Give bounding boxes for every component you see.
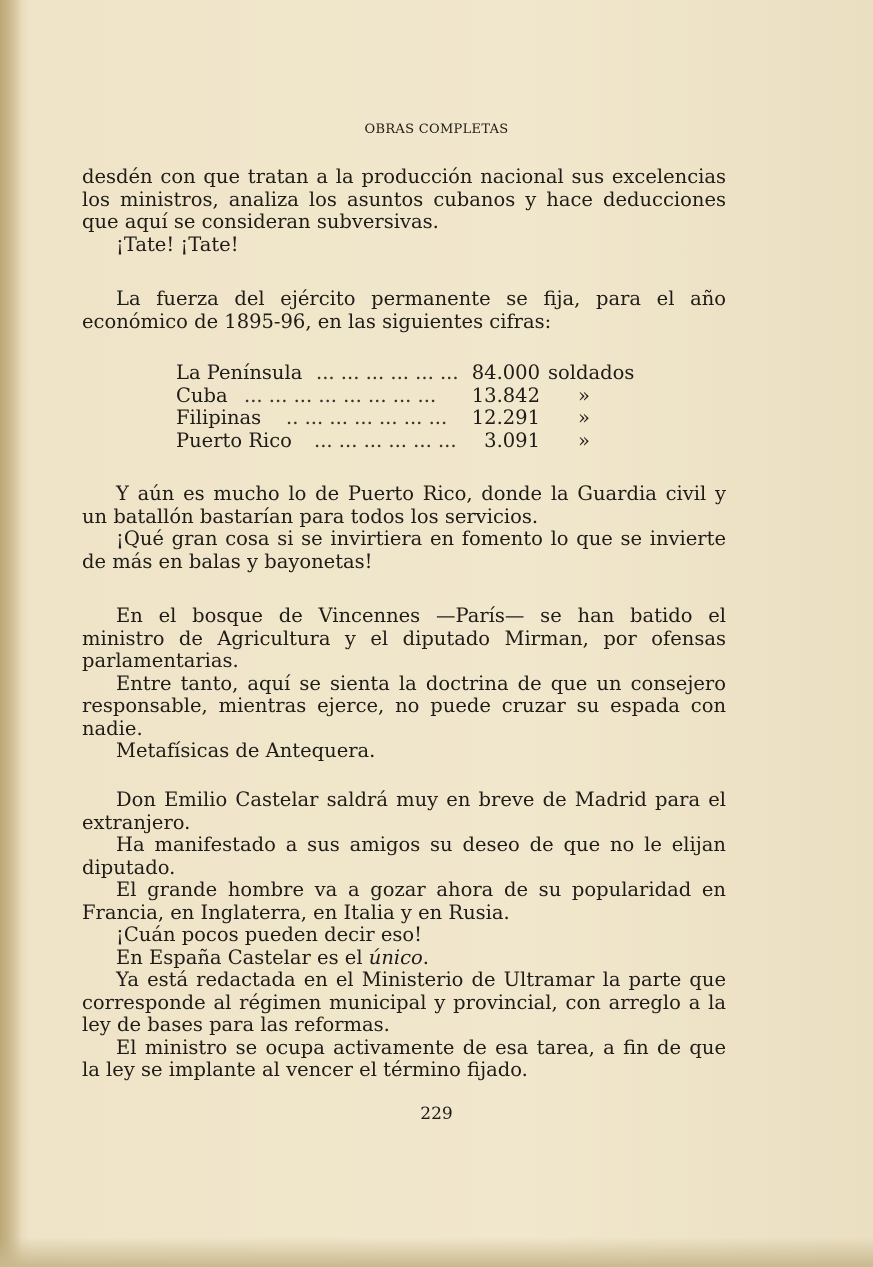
binding-shadow (0, 0, 22, 1267)
paragraph: Don Emilio Castelar saldrá muy en breve de Madrid para el extranjero. (82, 788, 726, 834)
troop-count: 12.291 (471, 406, 540, 429)
place-name: La Península (176, 361, 303, 384)
leader-dots: .. ... ... ... ... ... ... (286, 407, 448, 429)
paragraph: ¡Cuán pocos pueden decir eso! (116, 923, 422, 946)
paragraph-block-2 (82, 288, 726, 333)
bottom-edge-shadow (0, 1237, 873, 1267)
paragraph: En el bosque de Vincennes —París— se han batido el ministro de Agricultura y el diputado Mirman, por ofensas parlamentarias. (82, 604, 726, 672)
troop-count: 3.091 (484, 428, 540, 452)
paragraph: ¡Qué gran cosa si se invirtiera en fomento lo que se invierte de más en balas y bayonetas! (82, 527, 726, 573)
paragraph: ¡Tate! ¡Tate! (116, 232, 239, 256)
unit-label: » (578, 428, 590, 452)
paragraph: Entre tanto, aquí se sienta la doctrina de que un consejero responsable, mientras ejerce, no puede cruzar su espada con nadie. (82, 671, 726, 740)
text-run: En España Castelar es el (116, 945, 369, 969)
unit-label: soldados (548, 361, 635, 384)
page-number: 229 (420, 1104, 453, 1124)
text-run: . (422, 945, 429, 969)
paragraph-block-5 (82, 789, 726, 1082)
paragraph-unico (82, 947, 726, 970)
paragraph: Y aún es mucho lo de Puerto Rico, donde la Guardia civil y un batallón bastarían para todos los servicios. (82, 482, 726, 528)
paragraph-block-4 (82, 605, 726, 763)
unit-label: » (578, 383, 590, 407)
running-head: OBRAS COMPLETAS (364, 122, 509, 137)
paragraph: La fuerza del ejército permanente se fija, para el año económico de 1895-96, en las siguientes cifras: (82, 287, 726, 333)
place-name: Filipinas (176, 406, 262, 429)
italic-word: único (368, 945, 423, 969)
paragraph: desdén con que tratan a la producción nacional sus excelencias los ministros, analiza los asuntos cubanos y hace deducciones que aquí se consideran subversivas. (82, 165, 726, 233)
paragraph-block-1 (82, 166, 726, 256)
unit-label: » (578, 406, 590, 429)
paragraph: Ya está redactada en el Ministerio de Ultramar la parte que corresponde al régimen municipal y provincial, con arreglo a la ley de bases para las reformas. (82, 968, 726, 1036)
paragraph: Metafísicas de Antequera. (116, 739, 376, 762)
paragraph-block-3 (82, 483, 726, 573)
paragraph: El ministro se ocupa activamente de esa tarea, a fin de que la ley se implante al vencer el término fijado. (82, 1035, 726, 1081)
troop-count: 84.000 (471, 361, 540, 384)
paragraph: Ha manifestado a sus amigos su deseo de que no le elijan diputado. (82, 833, 726, 879)
troop-count: 13.842 (471, 383, 540, 407)
place-name: Puerto Rico (176, 428, 292, 452)
place-name: Cuba (176, 383, 228, 407)
leader-dots: ... ... ... ... ... ... (314, 429, 457, 452)
paragraph: El grande hombre va a gozar ahora de su popularidad en Francia, en Inglaterra, en Italia y en Rusia. (82, 878, 726, 924)
leader-dots: ... ... ... ... ... ... ... ... (244, 384, 437, 407)
leader-dots: ... ... ... ... ... ... (316, 362, 459, 384)
